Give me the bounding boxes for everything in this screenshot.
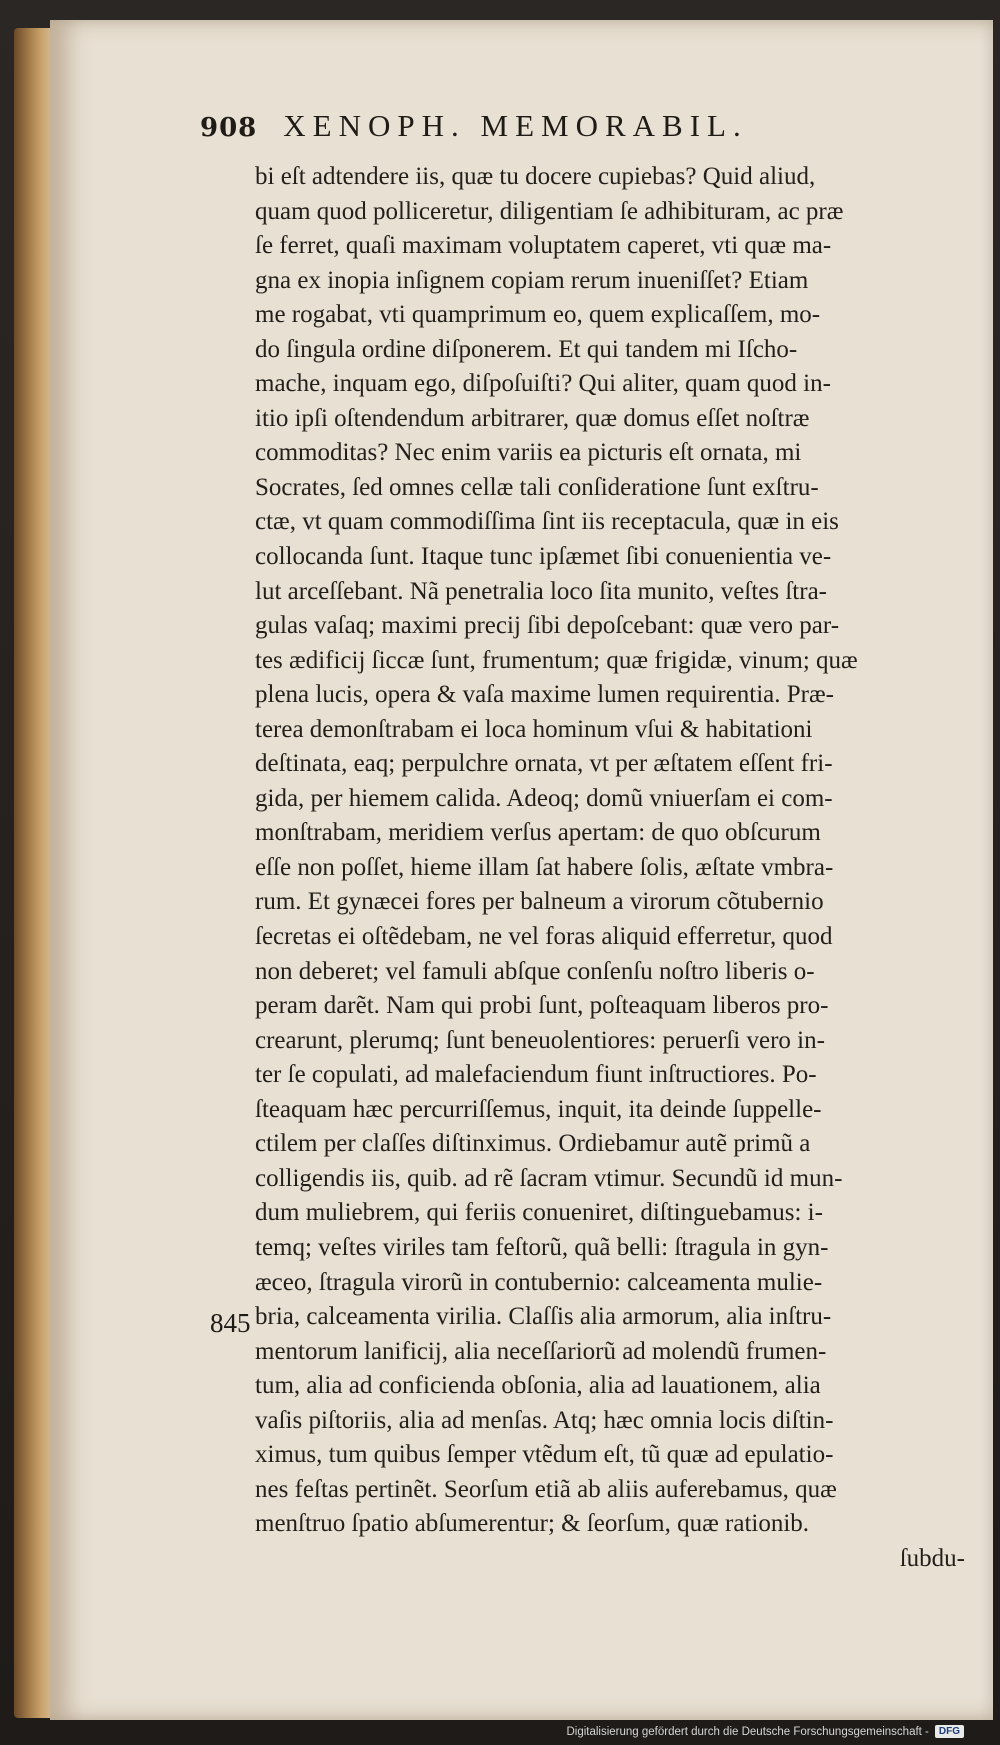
running-head bbox=[200, 108, 960, 144]
text-line: nes feſtas pertinẽt. Seorſum etiã ab aliis auferebamus, quæ bbox=[255, 1475, 837, 1503]
text-line: bi eſt adtendere iis, quæ tu docere cupiebas? Quid aliud, bbox=[255, 163, 816, 190]
text-line: tum, alia ad conficienda obſonia, alia ad lauationem, alia bbox=[255, 1372, 821, 1400]
text-line: deſtinata, eaq; perpulchre ornata, vt per æſtatem eſſent fri- bbox=[255, 750, 833, 778]
text-line: ximus, tum quibus ſemper vtẽdum eſt, tũ quæ ad epulatio- bbox=[255, 1441, 834, 1469]
text-line: do ſingula ordine diſponerem. Et qui tandem mi Iſcho- bbox=[255, 335, 798, 363]
digitization-credit bbox=[566, 1725, 964, 1738]
text-line: ſecretas ei oſtẽdebam, ne vel foras aliquid efferretur, quod bbox=[255, 923, 833, 951]
text-line: ter ſe copulati, ad malefaciendum fiunt inſtructiores. Po- bbox=[255, 1061, 817, 1089]
text-line: colligendis iis, quib. ad rẽ ſacram vtimur. Secundũ id mun- bbox=[255, 1164, 843, 1192]
text-line: lut arceſſebant. Nã penetralia loco ſita munito, veſtes ſtra- bbox=[255, 577, 827, 605]
text-line: me rogabat, vti quamprimum eo, quem explicaſſem, mo- bbox=[255, 301, 821, 329]
credit-text: Digitalisierung gefördert durch die Deutsche Forschungsgemeinschaft - bbox=[566, 1725, 929, 1738]
text-line: plena lucis, opera & vaſa maxime lumen requirentia. Præ- bbox=[255, 681, 834, 709]
text-line: ſe ferret, quaſi maximam voluptatem caperet, vti quæ ma- bbox=[255, 232, 832, 260]
text-line: menſtruo ſpatio abſumerentur; & ſeorſum, quæ rationib. bbox=[255, 1510, 810, 1538]
text-line: rum. Et gynæcei fores per balneum a virorum cõtubernio bbox=[255, 888, 824, 916]
text-line: vaſis piſtoriis, alia ad menſas. Atq; hæc omnia locis diſtin- bbox=[255, 1406, 834, 1434]
running-title: XENOPH. MEMORABIL. bbox=[283, 108, 748, 143]
page-number: 908 bbox=[200, 113, 258, 143]
text-line: temq; veſtes viriles tam feſtorũ, quã belli: ſtragula in gyn- bbox=[255, 1233, 829, 1261]
text-line: dum muliebrem, qui feriis conueniret, diſtinguebamus: i- bbox=[255, 1199, 823, 1227]
margin-number: 845 bbox=[210, 1308, 251, 1338]
text-line: crearunt, plerumq; ſunt beneuolentiores: peruerſi vero in- bbox=[255, 1026, 825, 1054]
text-line: terea demonſtrabam ei loca hominum vſui & habitationi bbox=[255, 715, 813, 743]
text-line: gulas vaſaq; maximi precij ſibi depoſcebant: quæ vero par- bbox=[255, 612, 840, 640]
text-line: non deberet; vel famuli abſque conſenſu noſtro liberis o- bbox=[255, 957, 815, 985]
text-line: ſubdu- bbox=[899, 1544, 965, 1572]
text-line: tes ædificij ſiccæ ſunt, frumentum; quæ frigidæ, vinum; quæ bbox=[255, 646, 858, 674]
text-line: peram darẽt. Nam qui probi ſunt, poſteaquam liberos pro- bbox=[255, 992, 829, 1020]
text-line: ſteaquam hæc percurriſſemus, inquit, ita deinde ſuppelle- bbox=[255, 1095, 822, 1123]
text-line: gida, per hiemem calida. Adeoq; domũ vniuerſam ei com- bbox=[255, 784, 833, 812]
text-line: commoditas? Nec enim variis ea picturis eſt ornata, mi bbox=[255, 439, 802, 467]
text-line: eſſe non poſſet, hieme illam ſat habere ſolis, æſtate vmbra- bbox=[255, 853, 834, 881]
text-line: Socrates, ſed omnes cellæ tali conſideratione ſunt exſtru- bbox=[255, 473, 819, 501]
text-line: itio ipſi oſtendendum arbitrarer, quæ domus eſſet noſtræ bbox=[255, 404, 810, 432]
text-line: mentorum lanificij, alia neceſſariorũ ad molendũ frumen- bbox=[255, 1337, 827, 1365]
text-line: ctilem per claſſes diſtinximus. Ordiebamur autẽ primũ a bbox=[255, 1130, 811, 1158]
text-line: gna ex inopia inſignem copiam rerum inueniſſet? Etiam bbox=[255, 266, 809, 294]
text-line: quam quod polliceretur, diligentiam ſe adhibituram, ac præ bbox=[255, 197, 844, 225]
dfg-logo: DFG bbox=[935, 1725, 964, 1738]
text-line: mache, inquam ego, diſpoſuiſti? Qui aliter, quam quod in- bbox=[255, 370, 831, 398]
text-line: æceo, ſtragula virorũ in contubernio: calceamenta mulie- bbox=[255, 1268, 823, 1296]
text-line: ctæ, vt quam commodiſſima ſint iis receptacula, quæ in eis bbox=[255, 508, 839, 536]
text-line: collocanda ſunt. Itaque tunc ipſæmet ſibi conuenientia ve- bbox=[255, 543, 832, 571]
text-line: monſtrabam, meridiem verſus apertam: de quo obſcurum bbox=[255, 819, 821, 847]
text-block bbox=[255, 160, 965, 1576]
text-line: bria, calceamenta virilia. Claſſis alia armorum, alia inſtru- bbox=[255, 1303, 832, 1331]
